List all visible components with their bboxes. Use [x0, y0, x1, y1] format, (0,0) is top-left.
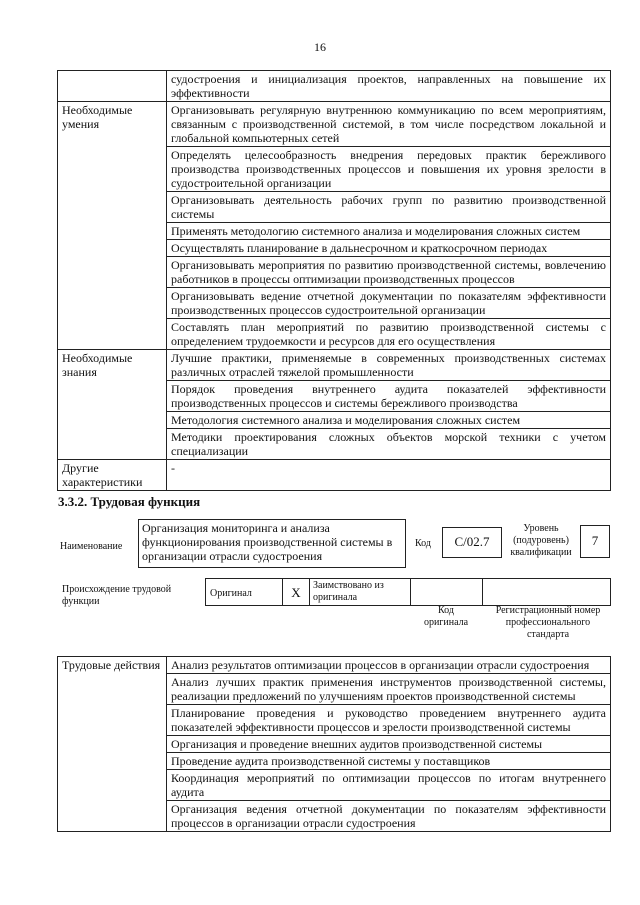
labor-action-item: Координация мероприятий по оптимизации процессов по итогам внутреннего аудита: [167, 770, 611, 801]
skill-item: Организовывать ведение отчетной документации по показателям эффективности производственных процессов судостроительной организации: [167, 288, 611, 319]
knowledge-item: Методики проектирования сложных объектов морской техники с учетом специализации: [167, 429, 611, 460]
divider: [482, 578, 483, 606]
continuation-cell: судостроения и инициализация проектов, направленных на повышение их эффективности: [167, 71, 611, 102]
labor-action-item: Проведение аудита производственной системы у поставщиков: [167, 753, 611, 770]
skill-item: Организовывать деятельность рабочих групп по развитию производственной системы: [167, 192, 611, 223]
divider: [410, 578, 411, 606]
table-row: [58, 102, 611, 147]
labor-action-item: Анализ результатов оптимизации процессов в организации отрасли судостроения: [167, 657, 611, 674]
labor-action-item: Организация и проведение внешних аудитов производственной системы: [167, 736, 611, 753]
name-label: Наименование: [60, 541, 123, 552]
skill-item: Определять целесообразность внедрения передовых практик бережливого производства производственных процессов и повышения их уровня зрелости в судостроительной организации: [167, 147, 611, 192]
skill-item: Организовывать регулярную внутреннюю коммуникацию по всем мероприятиям, связанным с производственной системой, в том числе посредством локальной и глобальной компьютерных сетей: [167, 102, 611, 147]
labor-actions-label: Трудовые действия: [58, 657, 167, 832]
table-row: [58, 460, 611, 491]
origin-code-caption: Код оригинала: [423, 605, 469, 628]
borrowed-label: Заимствовано из оригинала: [313, 580, 384, 603]
skill-item: Осуществлять планирование в дальнесрочном и краткосрочном периодах: [167, 240, 611, 257]
skill-item: Применять методологию системного анализа и моделирования сложных систем: [167, 223, 611, 240]
other-characteristics-label: Другие характеристики: [58, 460, 167, 491]
table-row: [58, 71, 611, 102]
level-value: 7: [591, 533, 599, 548]
knowledge-item: Лучшие практики, применяемые в современных производственных системах различных отраслей тяжелой промышленности: [167, 350, 611, 381]
code-value: С/02.7: [454, 534, 490, 549]
competency-table: [57, 70, 611, 491]
divider: [309, 578, 310, 606]
table-row: [58, 657, 611, 674]
other-characteristics-value: -: [167, 460, 611, 491]
skill-item: Составлять план мероприятий по развитию производственной системы с определением трудоемкости и ресурсов для его осуществления: [167, 319, 611, 350]
knowledge-item: Порядок проведения внутреннего аудита показателей эффективности производственных процессов и системы бережливого производства: [167, 381, 611, 412]
skills-label: Необходимые умения: [58, 102, 167, 350]
level-label: Уровень (подуровень) квалификации: [510, 523, 572, 558]
labor-actions-table: [57, 656, 611, 832]
labor-action-item: Организация ведения отчетной документации по показателям эффективности процессов в организации отрасли судостроения: [167, 801, 611, 832]
table-row: [58, 350, 611, 381]
knowledge-item: Методология системного анализа и моделирования сложных систем: [167, 412, 611, 429]
knowledge-label: Необходимые знания: [58, 350, 167, 460]
original-label: Оригинал: [210, 588, 252, 599]
section-heading: 3.3.2. Трудовая функция: [58, 494, 201, 509]
origin-label: Происхождение трудовой функции: [62, 584, 172, 607]
skill-item: Организовывать мероприятия по развитию производственной системы, вовлечению работников в процессы оптимизации производственных процессов: [167, 257, 611, 288]
labor-action-item: Анализ лучших практик применения инструментов производственной системы, реализации предложений по улучшениям проектов производственной системы: [167, 674, 611, 705]
reg-number-caption: Регистрационный номер профессионального стандарта: [495, 605, 601, 640]
empty-label-cell: [58, 71, 167, 102]
page-number: 16: [314, 40, 326, 54]
code-label: Код: [415, 538, 431, 549]
origin-box: [205, 578, 611, 606]
name-value: Организация мониторинга и анализа функционирования производственной системы в организации отрасли судостроения: [142, 521, 393, 563]
labor-action-item: Планирование проведения и руководство проведением внутреннего аудита показателей эффективности процессов и зрелости производственной системы: [167, 705, 611, 736]
original-mark: X: [291, 585, 301, 600]
